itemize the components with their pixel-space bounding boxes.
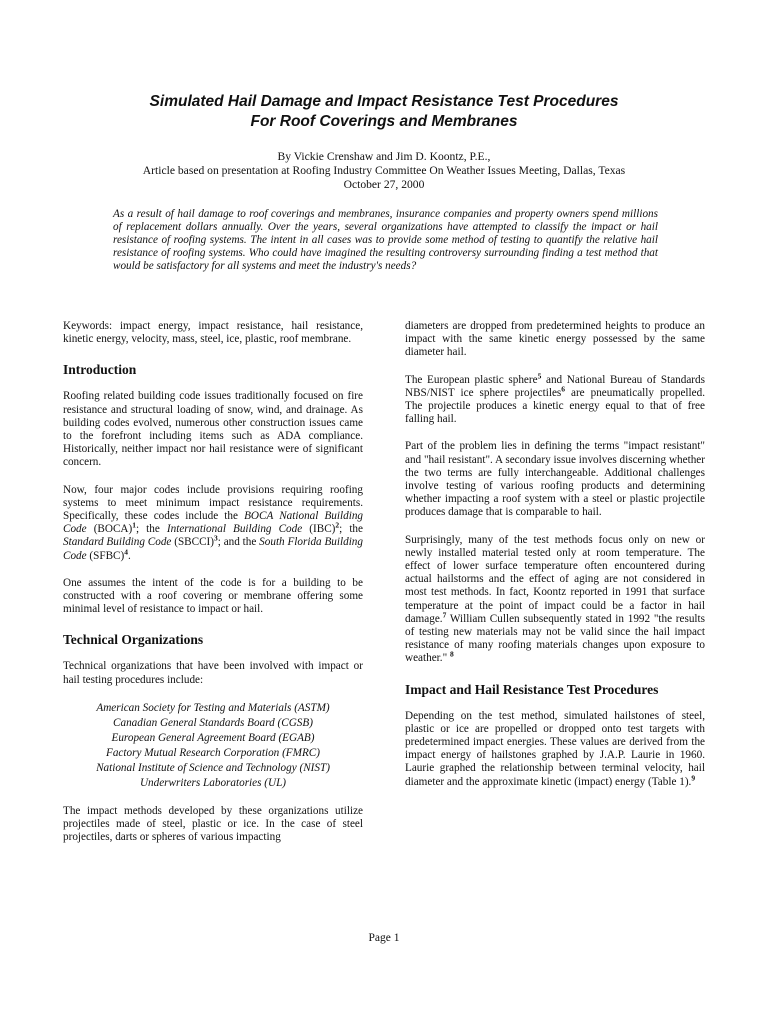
organization-item: National Institute of Science and Technology (NIST) xyxy=(96,761,330,774)
intro-paragraph-1: Roofing related building code issues traditionally focused on fire resistance and structural loading of snow, wind, and drainage. As building codes evolved, numerous other construction issues came to the forefront including items such as ADA compliance. Historically, neither impact nor hail resistance were of significant concern. xyxy=(63,390,363,469)
byline xyxy=(0,150,768,192)
title-line-1: Simulated Hail Damage and Impact Resistance Test Procedures xyxy=(149,93,619,110)
tech-paragraph-2: The impact methods developed by these organizations utilize projectiles made of steel, plastic or ice. In the case of steel projectiles, darts or spheres of various impacting xyxy=(63,804,363,844)
section-heading-technical-organizations: Technical Organizations xyxy=(63,632,204,648)
intro-paragraph-2: Now, four major codes include provisions requiring roofing systems to meet minimum impact resistance requirements. Specifically, these codes include the BOCA National Building Code (BOCA)$^1$; the International Building Code (IBC)$^2$; the Standard Building Code (SBCCI)$^3$; and the South Florida Building Code (SFBC)$^4$. xyxy=(63,483,364,562)
abstract: As a result of hail damage to roof coverings and membranes, insurance companies and property owners spend millions of replacement dollars annually. Over the years, several organizations have attempted to classify the impact or hail resistance of roofing systems. The intent in all cases was to provide some method of testing to quantify the relative hail resistance of roofing systems. Who could have imagined the resulting controversy surrounding finding a test method that would be satisfactory for all systems and meet the industry's needs? xyxy=(113,208,658,272)
right-column xyxy=(405,320,705,803)
section-heading-introduction: Introduction xyxy=(63,362,137,378)
right-paragraph-3: Part of the problem lies in defining the terms "impact resistant" and "hail resistant". A secondary issue involves discerning whether the two terms are fully interchangeable. Additional challenges involve testing of various roofing products and determining whether impacting a roof system with a steel or plastic projectile produces damage that is comparable to hail. xyxy=(405,440,705,519)
left-column xyxy=(63,320,363,858)
organization-item: American Society for Testing and Materials (ASTM) xyxy=(96,701,330,714)
page-number: Page 1 xyxy=(368,932,400,944)
right-paragraph-1: diameters are dropped from predetermined heights to produce an impact with the same kinetic energy possessed by the same diameter hail. xyxy=(405,320,705,359)
article-note: Article based on presentation at Roofing Industry Committee On Weather Issues Meeting, Dallas, Texas xyxy=(142,164,626,177)
intro-paragraph-3: One assumes the intent of the code is for a building to be constructed with a roof covering or membrane offering some minimal level of resistance to impact or hail. xyxy=(63,576,363,616)
organization-item: Underwriters Laboratories (UL) xyxy=(139,776,287,789)
organization-item: European General Agreement Board (EGAB) xyxy=(111,731,315,744)
article-date: October 27, 2000 xyxy=(343,178,425,191)
title-line-2: For Roof Coverings and Membranes xyxy=(250,113,518,130)
paper-title xyxy=(0,92,768,132)
right-paragraph-5: Depending on the test method, simulated hailstones of steel, plastic or ice are propelled or dropped onto test targets with predetermined impact energies. These values are derived from the impact energy of hailstones graphed by J.A.P. Laurie in 1960. Laurie graphed the relationship between terminal velocity, hail diameter and the approximate kinetic (impact) energy (Table 1).$^9$ xyxy=(405,709,705,788)
right-paragraph-4: Surprisingly, many of the test methods focus only on new or newly installed material tested only at room temperature. The effect of lower surface temperature often encountered during actual hailstorms and the effect of aging are not considered in most test methods. In fact, Koontz reported in 1991 that surface temperature at the point of impact could be a factor in hail damage.$^7$ William Cullen subsequently stated in 1992 "the results of testing new materials may not be valid since the hail impact resistance of many roofing materials changes upon exposure to weather." $^8$ xyxy=(405,533,705,665)
section-heading-test-procedures: Impact and Hail Resistance Test Procedures xyxy=(405,681,659,697)
authors: By Vickie Crenshaw and Jim D. Koontz, P.E., xyxy=(277,150,491,163)
tech-paragraph-1: Technical organizations that have been involved with impact or hail testing procedures include: xyxy=(63,660,363,686)
right-paragraph-2: The European plastic sphere$^5$ and National Bureau of Standards NBS/NIST ice sphere projectiles$^6$ are pneumatically propelled. The projectile produces a kinetic energy equal to that of free falling hail. xyxy=(405,370,705,426)
keywords: Keywords: impact energy, impact resistance, hail resistance, kinetic energy, velocity, mass, steel, ice, plastic, roof membrane. xyxy=(63,320,363,346)
organization-item: Canadian General Standards Board (CGSB) xyxy=(113,716,313,729)
organization-list xyxy=(63,701,363,791)
organization-item: Factory Mutual Research Corporation (FMRC) xyxy=(106,746,320,759)
